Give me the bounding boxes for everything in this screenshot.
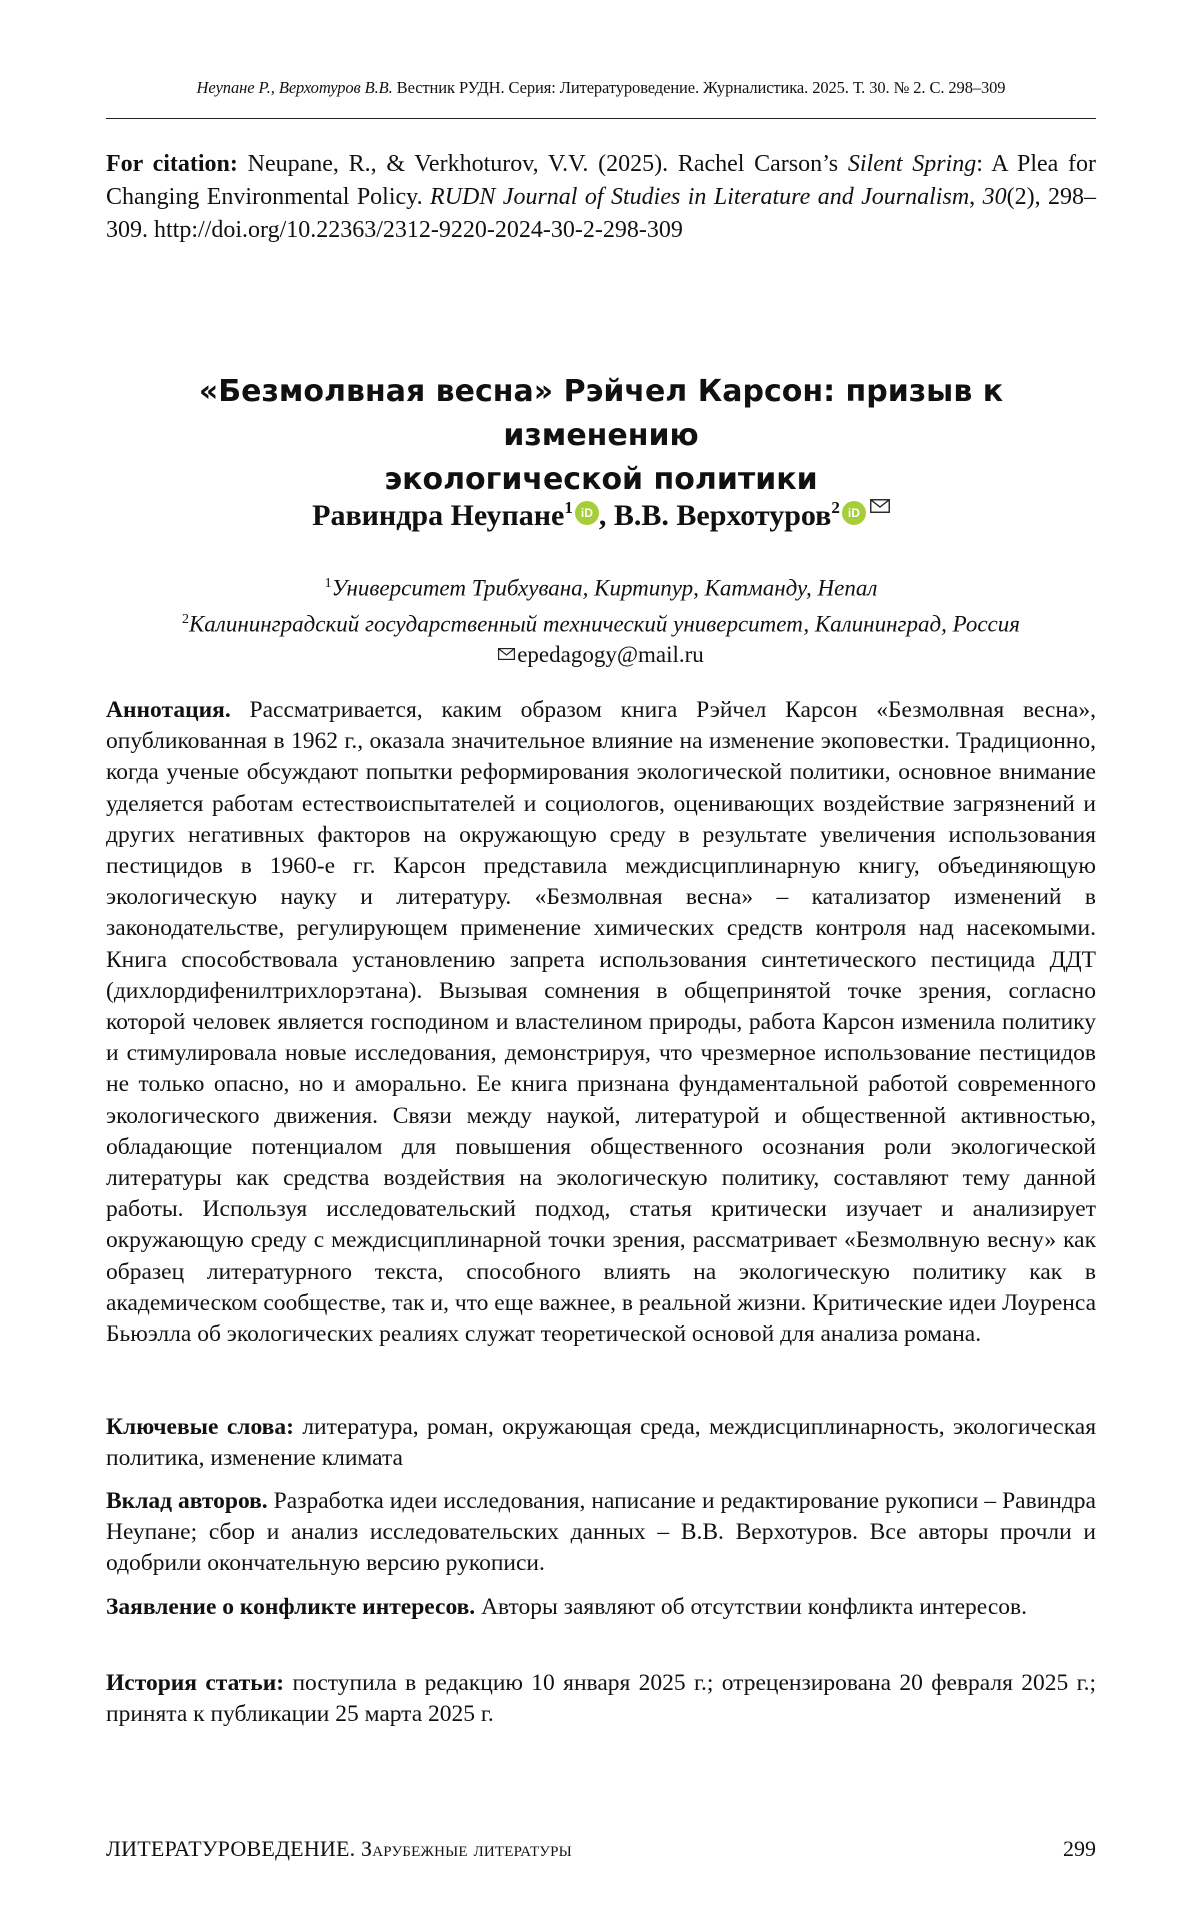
envelope-icon — [498, 648, 515, 660]
footer-subsection: Зарубежные литературы — [355, 1836, 572, 1861]
article-history — [106, 1668, 1096, 1730]
abstract-text: Рассматривается, каким образом книга Рэйчел Карсон «Безмолвная весна», опубликованная в 1962 г., оказала значительное влияние на изменение экоповестки. Традиционно, когда ученые обсуждают попытки реформирования экологической политики, основное внимание уделяется работам естествоиспытателей и социологов, оценивающих воздействие загрязнений и других негативных факторов на окружающую среду в результате увеличения использования пестицидов в 1960-е гг. Карсон представила междисциплинарную книгу, объединяющую экологическую науку и литературу. «Безмолвная весна» – катализатор изменений в законодательстве, регулирующем применение химических средств контроля над насекомыми. Книга способствовала установлению запрета использования синтетического пестицида ДДТ (дихлордифенилтрихлорэтана). Вызывая сомнения в общепринятой точке зрения, согласно которой человек является господином и властелином природы, работа Карсон изменила политику и стимулировала новые исследования, демонстрируя, что чрезмерное использование пестицидов не только опасно, но и аморально. Ее книга признана фундаментальной работой современного экологического движения. Связи между наукой, литературой и общественной активностью, обладающие потенциалом для повышения общественного осознания роли экологической литературы как средства воздействия на экологическую политику, составляют тему данной работы. Используя исследовательский подход, статья критически изучает и анализирует окружающую среду с междисциплинарной точки зрения, рассматривает «Безмолвную весну» как образец литературного текста, способного влиять на экологическую политику как в академическом сообществе, так и, что еще важнее, в реальной жизни. Критические идеи Лоуренса Бьюэлла об экологических реалиях служат теоретической основой для анализа романа. — [106, 697, 1096, 1347]
citation-doi[interactable]: (2), 298–309. http://doi.org/10.22363/2312-9220-2024-30-2-298-309 — [106, 184, 1096, 243]
running-head-authors: Неупане Р., Верхотуров В.В. — [197, 78, 393, 97]
orcid-icon[interactable]: iD — [842, 501, 866, 525]
affiliation-1 — [106, 568, 1096, 604]
author-2-name: В.В. Верхотуров — [614, 499, 831, 532]
abstract — [106, 695, 1096, 1350]
affiliation-2-mark: 2 — [182, 612, 189, 627]
citation-block — [106, 148, 1096, 247]
citation-journal: RUDN Journal of Studies in Literature and Journalism — [430, 184, 969, 210]
affiliation-1-text: Университет Трибхувана, Киртипур, Катманду, Непал — [332, 576, 878, 601]
abstract-label: Аннотация. — [106, 697, 231, 723]
keywords-label: Ключевые слова: — [106, 1414, 294, 1440]
history-label: История статьи: — [106, 1670, 284, 1696]
conflict-statement — [106, 1592, 1096, 1623]
citation-text: Neupane, R., & Verkhoturov, V.V. (2025). Rachel Carson’s — [238, 151, 848, 177]
orcid-icon[interactable]: iD — [575, 501, 599, 525]
author-separator: , — [599, 499, 614, 532]
citation-text: , — [969, 184, 982, 210]
author-contribution — [106, 1486, 1096, 1580]
footer-section — [106, 1836, 572, 1862]
article-title-line1: «Безмолвная весна» Рэйчел Карсон: призыв к изменению — [106, 370, 1096, 458]
running-head-journal: Вестник РУДН. Серия: Литературоведение. Журналистика. 2025. Т. 30. № 2. С. 298–309 — [397, 78, 1006, 97]
contribution-text: Разработка идеи исследования, написание и редактирование рукописи – Равиндра Неупане; сбор и анализ исследовательских данных – В.В. Верхотуров. Все авторы прочли и одобрили окончательную версию рукописи. — [106, 1488, 1096, 1576]
running-head — [106, 78, 1096, 98]
envelope-icon[interactable] — [870, 499, 890, 513]
header-rule — [106, 118, 1096, 119]
author-1-name: Равиндра Неупане — [312, 499, 564, 532]
conflict-text: Авторы заявляют об отсутствии конфликта интересов. — [475, 1594, 1027, 1620]
article-title — [106, 370, 1096, 502]
email-link[interactable]: epedagogy@mail.ru — [517, 642, 704, 667]
author-1-affil-mark: 1 — [564, 498, 573, 517]
corresponding-email — [106, 639, 1096, 670]
citation-book-title: Silent Spring — [848, 151, 976, 177]
contribution-label: Вклад авторов. — [106, 1488, 268, 1514]
conflict-label: Заявление о конфликте интересов. — [106, 1594, 475, 1620]
affiliation-2 — [106, 604, 1096, 640]
keywords — [106, 1412, 1096, 1474]
affiliation-1-mark: 1 — [325, 576, 332, 591]
history-text: поступила в редакцию 10 января 2025 г.; отрецензирована 20 февраля 2025 г.; принята к публикации 25 марта 2025 г. — [106, 1670, 1096, 1727]
page-number: 299 — [1063, 1836, 1096, 1862]
footer-section-title: ЛИТЕРАТУРОВЕДЕНИЕ. — [106, 1836, 355, 1861]
affiliations — [106, 568, 1096, 670]
citation-volume: 30 — [983, 184, 1007, 210]
author-line — [106, 488, 1096, 536]
citation-label: For citation: — [106, 151, 238, 177]
article-title-line2: экологической политики — [106, 458, 1096, 502]
affiliation-2-text: Калининградский государственный технический университет, Калининград, Россия — [189, 611, 1020, 636]
keywords-text: литература, роман, окружающая среда, междисциплинарность, экологическая политика, изменение климата — [106, 1414, 1096, 1471]
citation-text: : A Plea for Changing Environmental Policy. — [106, 151, 1096, 210]
author-2-affil-mark: 2 — [831, 498, 840, 517]
